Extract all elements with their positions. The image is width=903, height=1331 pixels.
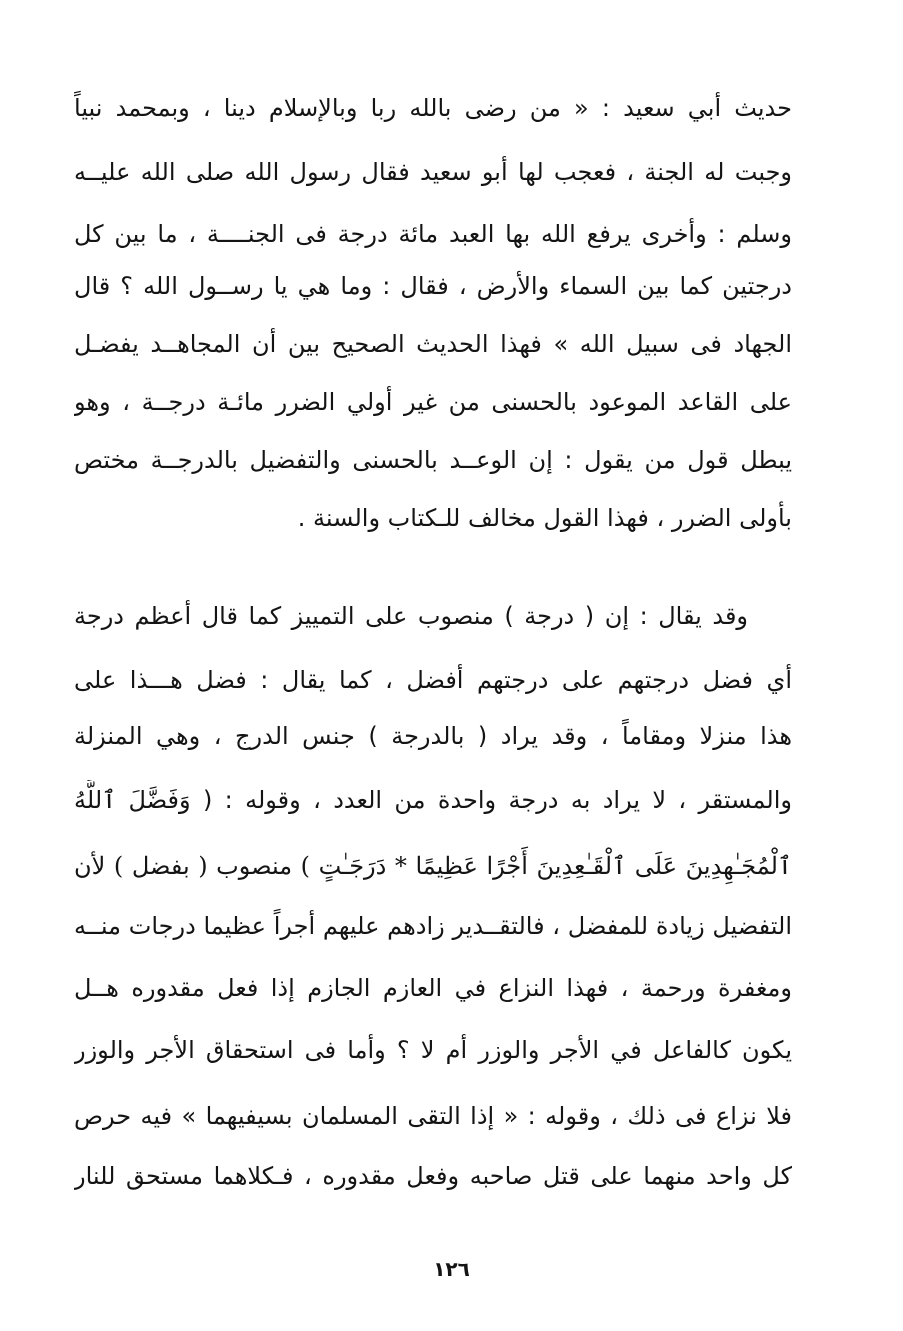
paragraph-1-line-1: حديث أبي سعيد : « من رضى بالله ربا وبالإسلام دينا ، وبمحمد نبياً (74, 94, 792, 122)
paragraph-2-line-3: هذا منزلا ومقاماً ، وقد يراد ( بالدرجة ) جنس الدرج ، وهي المنزلة (74, 722, 792, 750)
page-number: ١٢٦ (433, 1257, 470, 1281)
paragraph-2-line-2: أي فضل درجتهم على درجتهم أفضل ، كما يقال : فضل هـــذا على (74, 666, 792, 694)
paragraph-1-line-8: بأولى الضرر ، فهذا القول مخالف للـكتاب والسنة . (297, 504, 792, 532)
paragraph-2-line-4: والمستقر ، لا يراد به درجة واحدة من العدد ، وقوله : ( وَفَضَّلَ ٱللَّهُ (74, 786, 792, 814)
paragraph-1-line-2: وجبت له الجنة ، فعجب لها أبو سعيد فقال رسول الله صلى الله عليــه (74, 158, 792, 186)
paragraph-1-line-5: الجهاد فى سبيل الله » فهذا الحديث الصحيح بين أن المجاهــد يفضـل (74, 330, 792, 358)
paragraph-2-line-10: كل واحد منهما على قتل صاحبه وفعل مقدوره ، فـكلاهما مستحق للنار (74, 1162, 792, 1190)
paragraph-1-line-3: وسلم : وأخرى يرفع الله بها العبد مائة درجة فى الجنــــة ، ما بين كل (74, 220, 792, 248)
paragraph-1-line-6: على القاعد الموعود بالحسنى من غير أولي الضرر مائـة درجــة ، وهو (74, 388, 792, 416)
paragraph-2-line-1: وقد يقال : إن ( درجة ) منصوب على التمييز كما قال أعظم درجة (74, 602, 748, 630)
paragraph-1-line-7: يبطل قول من يقول : إن الوعــد بالحسنى والتفضيل بالدرجــة مختص (74, 446, 792, 474)
paragraph-2-line-5: ٱلْمُجَـٰهِدِينَ عَلَى ٱلْقَـٰعِدِينَ أَجْرًا عَظِيمًا * دَرَجَـٰتٍ ) منصوب ( بفضل ) لأن (74, 852, 792, 880)
paragraph-2-line-8: يكون كالفاعل في الأجر والوزر أم لا ؟ وأما فى استحقاق الأجر والوزر (74, 1036, 792, 1064)
paragraph-2-line-9: فلا نزاع فى ذلك ، وقوله : « إذا التقى المسلمان بسيفيهما » فيه حرص (74, 1102, 792, 1130)
paragraph-2-line-6: التفضيل زيادة للمفضل ، فالتقــدير زادهم عليهم أجراً عظيما درجات منــه (74, 912, 792, 940)
paragraph-2-line-7: ومغفرة ورحمة ، فهذا النزاع في العازم الجازم إذا فعل مقدوره هــل (74, 974, 792, 1002)
paragraph-1-line-4: درجتين كما بين السماء والأرض ، فقال : وما هي يا رســول الله ؟ قال (74, 272, 792, 300)
